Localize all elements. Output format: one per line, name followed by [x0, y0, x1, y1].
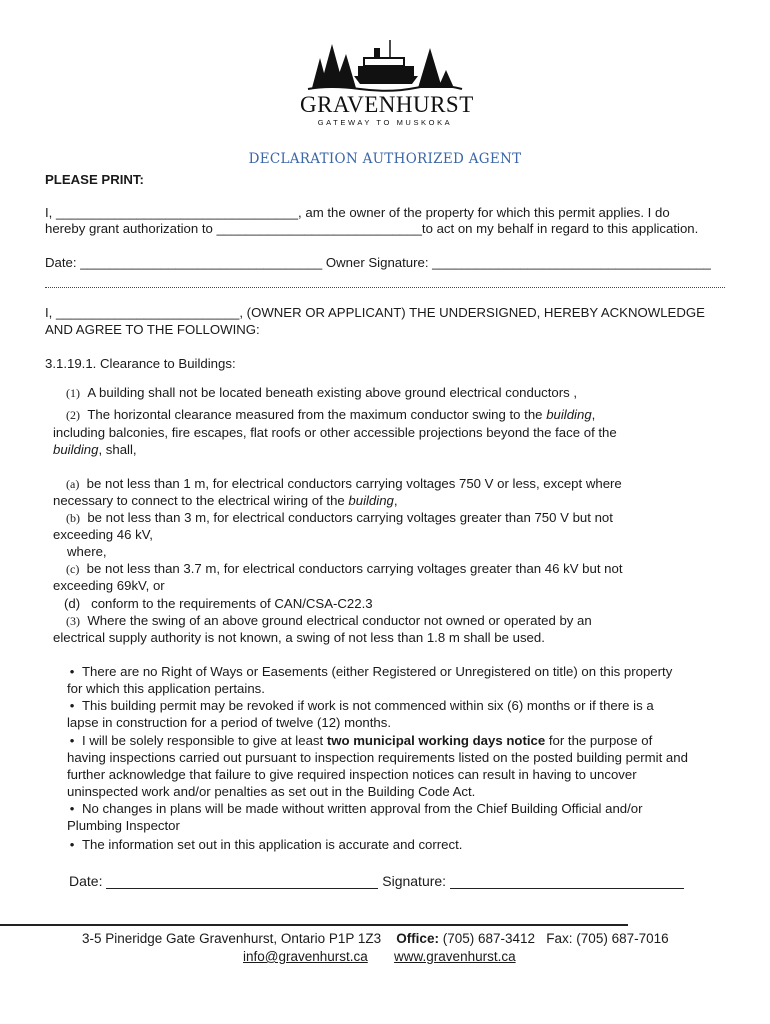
footer-divider — [0, 924, 628, 926]
item-d-text: conform to the requirements of CAN/CSA-C22.3 — [91, 596, 373, 611]
agent-name-blank[interactable]: ____________________________ — [216, 221, 422, 236]
applicant-date-signature-line — [69, 873, 684, 889]
owner-date-blank[interactable]: _________________________________ — [80, 255, 323, 270]
footer-office-phone: (705) 687-3412 — [438, 931, 536, 946]
bullet-1 — [62, 664, 672, 679]
bullet-dot-icon: • — [69, 733, 75, 748]
logo-tagline: GATEWAY TO MUSKOKA — [317, 118, 453, 127]
item-1-number: (1) — [66, 386, 80, 400]
item-c-number: (c) — [66, 562, 80, 576]
item-2-building-term: building — [546, 407, 592, 422]
acknowledge-line-1 — [45, 305, 705, 320]
owner-name-blank[interactable]: _________________________________ — [56, 205, 299, 220]
clearance-item-2-line-3 — [53, 442, 137, 457]
item-a-text: be not less than 1 m, for electrical conductors carrying voltages 750 V or less, except where — [86, 476, 622, 491]
ack-suffix: , (OWNER OR APPLICANT) THE UNDERSIGNED, HEREBY ACKNOWLEDGE — [239, 305, 705, 320]
bullet-3-text: I will be solely responsible to give at least — [82, 733, 327, 748]
bullet-2-text: This building permit may be revoked if work is not commenced within six (6) months or if there is a — [82, 698, 654, 713]
footer-office-label: Office: — [396, 931, 439, 946]
section-divider — [45, 287, 725, 288]
bullet-4 — [62, 801, 643, 816]
clearance-item-b-line-3: where, — [67, 544, 107, 559]
date-label: Date: — [45, 255, 81, 270]
item-2-shall: , shall, — [98, 442, 137, 457]
gravenhurst-logo — [300, 36, 474, 131]
owner-date-signature-line — [45, 255, 711, 270]
applicant-signature-field[interactable] — [450, 874, 684, 889]
item-d-number: (d) — [64, 596, 81, 611]
auth-grant-prefix: hereby grant authorization to — [45, 221, 217, 236]
bullet-3-line-4: uninspected work and/or penalties as set out in the Building Code Act. — [67, 784, 476, 799]
bullet-5-text: The information set out in this application is accurate and correct. — [82, 837, 463, 852]
auth-grant-suffix: to act on my behalf in regard to this application. — [421, 221, 699, 236]
clearance-item-a-line-2 — [53, 493, 398, 508]
clearance-item-2 — [66, 407, 595, 423]
ack-prefix: I, — [45, 305, 56, 320]
item-2-comma: , — [591, 407, 596, 422]
item-b-text: be not less than 3 m, for electrical conductors carrying voltages greater than 750 V but not — [87, 510, 613, 525]
bullet-3-line-2: having inspections carried out pursuant to inspection requirements listed on the posted building permit and — [67, 750, 688, 765]
auth-prefix: I, — [45, 205, 56, 220]
item-3-text: Where the swing of an above ground electrical conductor not owned or operated by an — [87, 613, 592, 628]
pine-trees-boat-logo-icon — [300, 36, 470, 92]
bullet-5 — [62, 837, 462, 852]
item-2-text: The horizontal clearance measured from the maximum conductor swing to the — [87, 407, 547, 422]
clearance-heading: 3.1.19.1. Clearance to Buildings: — [45, 356, 236, 371]
bullet-3-text-end: for the purpose of — [545, 733, 653, 748]
bullet-1-line-2: for which this application pertains. — [67, 681, 265, 696]
item-b-number: (b) — [66, 511, 80, 525]
item-2-building-term-2: building — [53, 442, 99, 457]
bullet-dot-icon: • — [69, 664, 75, 679]
applicant-date-label: Date: — [69, 873, 107, 889]
applicant-signature-label: Signature: — [378, 873, 450, 889]
clearance-item-d — [64, 596, 373, 611]
applicant-date-field[interactable] — [106, 874, 378, 889]
bullet-2-line-2: lapse in construction for a period of twelve (12) months. — [67, 715, 391, 730]
bullet-4-line-2: Plumbing Inspector — [67, 818, 180, 833]
item-a-comma: , — [393, 493, 398, 508]
bullet-3 — [62, 733, 652, 748]
acknowledge-line-2: AND AGREE TO THE FOLLOWING: — [45, 322, 260, 337]
footer-address: 3-5 Pineridge Gate Gravenhurst, Ontario P1P 1Z3 — [82, 931, 382, 946]
clearance-item-3 — [66, 613, 592, 629]
footer-contact-line — [82, 931, 669, 946]
clearance-item-2-line-2: including balconies, fire escapes, flat roofs or other accessible projections beyond the face of the — [53, 425, 617, 440]
clearance-item-b-line-2: exceeding 46 kV, — [53, 527, 153, 542]
authorization-line-1 — [45, 205, 670, 220]
clearance-item-3-line-2: electrical supply authority is not known, a swing of not less than 1.8 m shall be used. — [53, 630, 545, 645]
clearance-item-c — [66, 561, 623, 577]
footer-website-link[interactable]: www.gravenhurst.ca — [394, 949, 516, 964]
logo-name: GRAVENHURST — [300, 92, 474, 117]
owner-signature-blank[interactable]: ______________________________________ — [432, 255, 711, 270]
please-print-label: PLEASE PRINT: — [45, 172, 144, 187]
bullet-4-text: No changes in plans will be made without written approval from the Chief Building Official and/or — [82, 801, 643, 816]
item-2-number: (2) — [66, 408, 80, 422]
bullet-3-bold-notice: two municipal working days notice — [326, 733, 546, 748]
auth-suffix: , am the owner of the property for which this permit applies. I do — [298, 205, 670, 220]
applicant-name-blank[interactable]: _________________________ — [56, 305, 240, 320]
clearance-item-c-line-2: exceeding 69kV, or — [53, 578, 165, 593]
item-a-number: (a) — [66, 477, 80, 491]
item-a-line-2-text: necessary to connect to the electrical wiring of the — [53, 493, 349, 508]
footer-fax: Fax: (705) 687-7016 — [546, 931, 669, 946]
bullet-dot-icon: • — [69, 801, 75, 816]
clearance-item-1 — [66, 385, 577, 401]
footer-links-line — [243, 949, 516, 964]
item-c-text: be not less than 3.7 m, for electrical conductors carrying voltages greater than 46 kV but not — [86, 561, 623, 576]
bullet-3-line-3: further acknowledge that failure to give required inspection notices can result in having to uncover — [67, 767, 637, 782]
footer-email-link[interactable]: info@gravenhurst.ca — [243, 949, 368, 964]
authorization-line-2 — [45, 221, 698, 236]
clearance-item-a — [66, 476, 622, 492]
bullet-dot-icon: • — [69, 698, 75, 713]
bullet-dot-icon: • — [69, 837, 75, 852]
bullet-2 — [62, 698, 654, 713]
owner-signature-label: Owner Signature: — [322, 255, 433, 270]
clearance-item-b — [66, 510, 613, 526]
document-title: DECLARATION AUTHORIZED AGENT — [248, 151, 522, 167]
item-a-building-term: building — [348, 493, 394, 508]
item-1-text: A building shall not be located beneath existing above ground electrical conductors , — [87, 385, 578, 400]
item-3-number: (3) — [66, 614, 80, 628]
bullet-1-text: There are no Right of Ways or Easements (either Registered or Unregistered on title) on this property — [82, 664, 673, 679]
